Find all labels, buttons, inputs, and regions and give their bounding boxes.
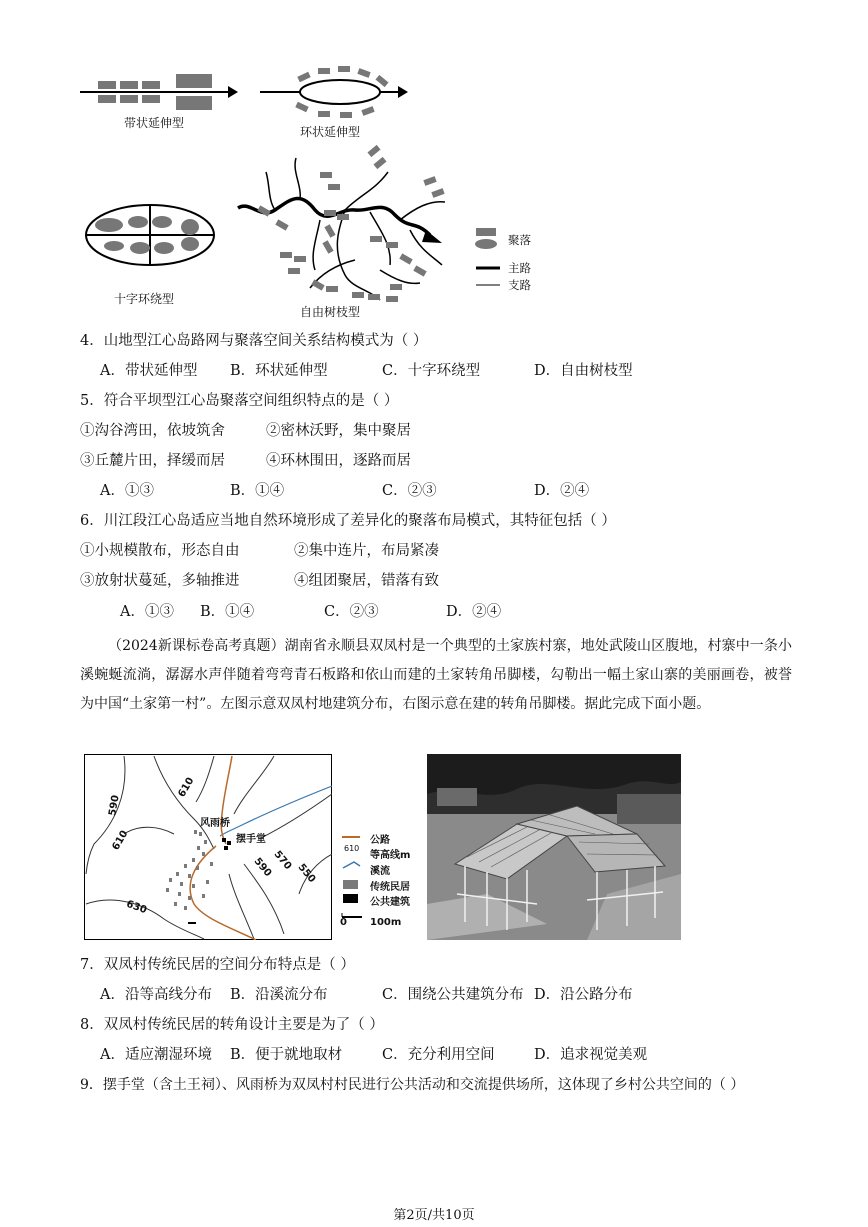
q6-item-2: ②集中连片，布局紧凑: [294, 543, 439, 559]
contour-label-2: 610: [176, 775, 197, 800]
q5-option-b: B．①④: [230, 483, 285, 499]
passage-text: （2024新课标卷高考真题）湖南省永顺县双凤村是一个典型的土家族村寨，地处武陵山区腹地，村寨中一条小溪蜿蜒流淌，潺潺水声伴随着弯弯青石板路和依山而建的土家转角吊脚楼，勾勒出一幅土家山寨的美丽画卷，被誉为中国“土家第一村”。左图示意双凤村地建筑分布，右图示意在建的转角吊脚楼。据此完成下面小题。: [80, 638, 792, 712]
question-8-stem: 8．双凤村传统民居的转角设计主要是为了（ ）: [80, 1017, 384, 1033]
q7-option-b: B．沿溪流分布: [230, 987, 328, 1003]
page-footer: 第2页/共10页: [393, 1208, 475, 1223]
q4-option-a: A．带状延伸型: [100, 363, 198, 379]
q8-option-b: B．便于就地取材: [230, 1047, 343, 1063]
map-label-bridge: 风雨桥: [200, 818, 230, 829]
contour-label-3: 610: [110, 828, 131, 853]
ring-type-diagram: [260, 66, 408, 118]
q6-option-c: C．②③: [324, 604, 379, 620]
stilt-house-photo: [427, 754, 681, 940]
contour-label-7: 630: [124, 898, 149, 917]
map-legend-stream: 溪流: [370, 866, 390, 877]
q5-item-3: ③丘麓片田，择缓而居: [80, 453, 225, 469]
legend-branch-road-label: 支路: [508, 278, 531, 292]
question-6-stem: 6．川江段江心岛适应当地自然环境形成了差异化的聚落布局模式，其特征包括（ ）: [80, 513, 616, 529]
q5-option-a: A．①③: [100, 483, 154, 499]
map-legend-road: 公路: [370, 835, 390, 846]
q4-option-c: C．十字环绕型: [382, 363, 481, 379]
q8-option-a: A．适应潮湿环境: [100, 1047, 212, 1063]
question-4-stem: 4．山地型江心岛路网与聚落空间关系结构模式为（ ）: [80, 333, 428, 349]
contour-label-5: 570: [271, 848, 294, 873]
legend-settlement-label: 聚落: [508, 233, 531, 247]
ring-type-label: 环状延伸型: [300, 125, 361, 139]
q7-option-c: C．围绕公共建筑分布: [382, 987, 524, 1003]
q5-item-1: ①沟谷湾田，依坡筑舍: [80, 423, 225, 439]
question-9-stem: 9．摆手堂（含土王祠）、风雨桥为双凤村村民进行公共活动和交流提供场所，这体现了乡村公共空间的（ ）: [80, 1077, 745, 1093]
diagram-legend-symbols: [475, 228, 500, 285]
q8-option-c: C．充分利用空间: [382, 1047, 495, 1063]
cross-type-diagram: [86, 205, 214, 265]
contour-label-4: 590: [251, 855, 274, 880]
contour-label-6: 550: [295, 861, 318, 886]
map-scale-start: 0: [340, 917, 347, 928]
legend-main-road-label: 主路: [508, 261, 531, 275]
q6-option-b: B．①④: [200, 604, 255, 620]
map-legend-contour: 等高线m: [370, 850, 411, 861]
q5-option-c: C．②③: [382, 483, 437, 499]
contour-label-1: 590: [107, 794, 122, 817]
q7-option-a: A．沿等高线分布: [100, 987, 212, 1003]
tree-type-diagram: [238, 145, 445, 302]
q5-item-2: ②密林沃野，集中聚居: [266, 423, 411, 439]
map-label-hall: 摆手堂: [236, 834, 266, 845]
q6-item-3: ③放射状蔓延，多轴推进: [80, 573, 240, 589]
map-legend-contour-sample: 610: [344, 844, 360, 853]
tree-type-label: 自由树枝型: [300, 305, 361, 319]
band-type-diagram: [80, 74, 238, 110]
band-type-label: 带状延伸型: [124, 116, 185, 130]
q5-item-4: ④环林围田，逐路而居: [266, 453, 411, 469]
q6-option-d: D．②④: [446, 604, 502, 620]
q6-option-a: A．①③: [120, 604, 174, 620]
q6-item-1: ①小规模散布，形态自由: [80, 543, 240, 559]
settlement-pattern-diagrams: [70, 60, 570, 320]
map-scale-end: 100m: [370, 917, 402, 928]
map-legend-house: 传统民居: [370, 882, 410, 893]
map-legend-public: 公共建筑: [370, 897, 410, 908]
q5-option-d: D．②④: [534, 483, 590, 499]
question-7-stem: 7．双凤村传统民居的空间分布特点是（ ）: [80, 957, 355, 973]
q6-item-4: ④组团聚居，错落有致: [294, 573, 439, 589]
question-5-stem: 5．符合平坝型江心岛聚落空间组织特点的是（ ）: [80, 393, 399, 409]
q8-option-d: D．追求视觉美观: [534, 1047, 648, 1063]
q7-option-d: D．沿公路分布: [534, 987, 633, 1003]
q4-option-d: D．自由树枝型: [534, 363, 633, 379]
q4-option-b: B．环状延伸型: [230, 363, 328, 379]
cross-type-label: 十字环绕型: [114, 292, 175, 306]
